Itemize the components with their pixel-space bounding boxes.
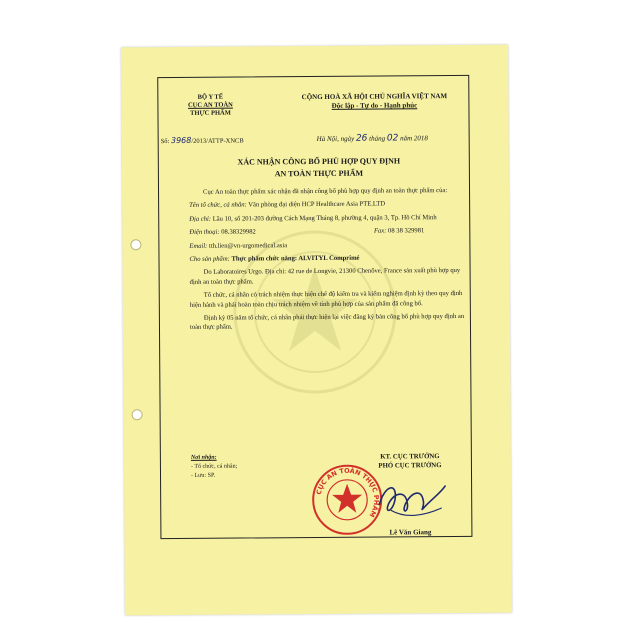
document-frame — [157, 75, 472, 539]
recipient-item: - Lưu: SP. — [190, 472, 216, 479]
agency-department: CỤC AN TOÀN — [187, 101, 233, 109]
issuing-agency — [166, 93, 254, 118]
address-label: Địa chỉ: — [189, 215, 212, 223]
intro-paragraph: Cục An toàn thực phẩm xác nhận đã nhận công bố phù hợp quy định an toàn thực phẩm của: — [203, 187, 448, 196]
document-number — [161, 136, 244, 146]
recipients-head: Nơi nhận: — [190, 454, 217, 461]
number-prefix: Số: — [160, 138, 170, 146]
date-prefix: Hà Nội, ngày — [316, 134, 355, 143]
national-heading — [276, 92, 472, 111]
title-line1: XÁC NHẬN CÔNG BỐ PHÙ HỢP QUY ĐỊNH — [237, 156, 401, 167]
punch-hole — [132, 409, 143, 420]
nation-name: CỘNG HOÀ XÃ HỘI CHỦ NGHĨA VIỆT NAM — [301, 92, 448, 102]
phone-label: Điện thoại: — [189, 228, 220, 237]
number-suffix: /2013/ATTP-XNCB — [191, 137, 244, 145]
fax-label: Fax: — [373, 227, 387, 235]
email-label: Email: — [189, 242, 208, 250]
number-handwritten: 3968 — [170, 135, 192, 146]
date-year: năm 2018 — [400, 134, 428, 143]
fax-value: 08 38 329981 — [388, 227, 425, 235]
org-value: Văn phòng đại diện HCP Healthcare Asia PTE.LTD — [248, 200, 386, 209]
signer-name: Lê Văn Giang — [389, 528, 432, 537]
title-line2: AN TOÀN THỰC PHẨM — [274, 168, 364, 179]
product-value: Thực phẩm chức năng: ALVITYL Comprimé — [231, 254, 360, 263]
document-body — [189, 186, 465, 333]
product-label: Cho sản phẩm: — [189, 255, 230, 263]
handwritten-signature-icon — [371, 474, 451, 525]
document-sheet — [121, 45, 512, 616]
responsibility-paragraph: Tổ chức, cá nhân có trách nhiệm thực hiện chế độ kiểm tra và kiểm nghiệm định kỳ theo quy định hiện hành và phải hoàn toàn chịu trách nhiệm về tính phù hợp của sản phẩm đã công bố. — [189, 290, 463, 309]
address-value: Lầu 10, số 201-203 đường Cách Mạng Tháng 8, phường 4, quận 3, Tp. Hồ Chí Minh — [212, 213, 437, 223]
date-month: 02 — [386, 133, 399, 144]
org-label: Tên tổ chức, cá nhân: — [189, 201, 247, 210]
date-day: 26 — [355, 133, 368, 144]
recipient-item: - Tổ chức, cá nhân; — [190, 463, 238, 470]
phone-value: 08.38329982 — [221, 228, 256, 236]
agency-ministry: BỘ Y TẾ — [197, 93, 224, 101]
agency-department-line2: THỰC PHẨM — [190, 109, 231, 117]
stamp-text: CỤC AN TOÀN THỰC PHẨM — [314, 466, 381, 519]
recipients — [191, 453, 291, 481]
signature-line1: KT. CỤC TRƯỞNG — [380, 453, 440, 461]
document-title — [199, 155, 439, 181]
periodic-paragraph: Định kỳ 05 năm tổ chức, cá nhân phải thực hiện lại việc đăng ký bản công bố phù hợp quy định an toàn thực phẩm. — [189, 313, 465, 332]
nation-motto: Độc lập - Tự do - Hạnh phúc — [331, 101, 418, 110]
date-month-label: tháng — [369, 134, 386, 143]
email-value: tth.lien@vn-urgomedical.asia — [208, 241, 288, 250]
issue-date — [317, 133, 428, 144]
manufacturer-paragraph: Do Laboratoires Urgo. Địa chỉ: 42 rue de Longvie, 21300 Chenôve, France sản xuất phù hợp quy định an toàn thực phẩm. — [189, 267, 461, 286]
signature-line2: PHÓ CỤC TRƯỞNG — [378, 462, 442, 470]
punch-hole — [130, 239, 141, 250]
